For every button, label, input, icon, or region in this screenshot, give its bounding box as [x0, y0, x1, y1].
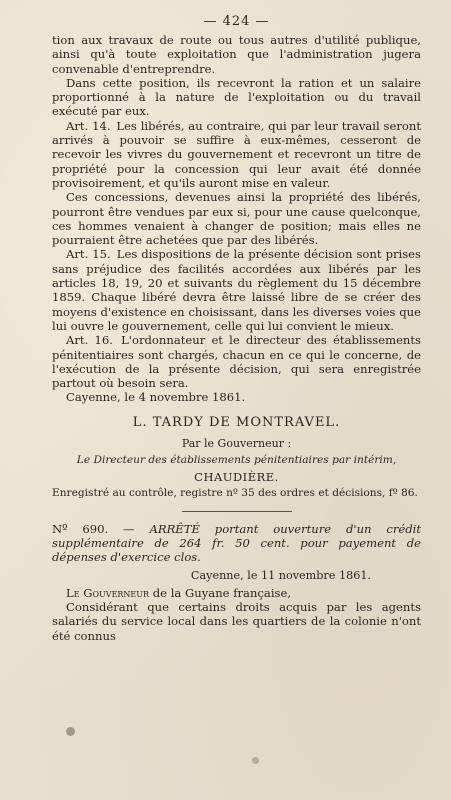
article-15 [52, 247, 421, 333]
registration-line: Enregistré au contrôle, registre nº 35 des ordres et décisions, fº 86. [52, 486, 418, 499]
governor-caps: Le Gouverneur [66, 585, 150, 600]
article-15-text: Les dispositions de la présente décision sont prises sans préjudice des facilités accordées aux libérés par les articles 18, 19, 20 et suivants du règlement du 15 décembre 1859. Chaque libéré devra être laissé libre de se créer des moyens d'existence en choisissant, dans les diverses voies que lui ouvre le gouvernement, celle qui lui convient le mieux. [52, 247, 421, 333]
article-14-label: Art. 14. [66, 118, 111, 133]
decree-body [52, 586, 421, 643]
page-number: — 424 — [203, 14, 270, 29]
signatory-name: L. TARDY DE MONTRAVEL. [132, 414, 341, 430]
article-15-label: Art. 15. [66, 247, 111, 262]
section-divider [182, 511, 292, 512]
paragraph-concessions: Ces concessions, devenues ainsi la propriété des libérés, pourront être vendues par eux si, pour une cause quelconque, ces hommes venaient à changer de position; mais elles ne pourraient être achetées que par des libérés. [52, 190, 421, 248]
decision-body [52, 33, 421, 405]
paragraph-continuation: tion aux travaux de route ou tous autres d'utilité publique, ainsi qu'à toute exploitation que l'administration jugera convenable d'entreprendre. [52, 33, 421, 76]
director-name: CHAUDIÈRE. [194, 469, 279, 484]
decree-number: Nº 690. — [52, 521, 135, 536]
decision-date-line: Cayenne, le 4 novembre 1861. [66, 390, 246, 405]
article-14-text: Les libérés, au contraire, qui par leur travail seront arrivés à pouvoir se suffire à eux-mêmes, cesseront de recevoir les vivres du gouvernement et recevront un titre de propriété pour la concession qui leur avait été donnée provisoirement, et qu'ils auront mise en valeur. [52, 118, 421, 190]
article-16-text: L'ordonnateur et le directeur des établissements pénitentiaires sont chargés, chacun en ce qui le concerne, de l'exécution de la présente décision, qui sera enregistrée partout où besoin sera. [52, 333, 422, 391]
decree-date: Cayenne, le 11 novembre 1861. [190, 568, 371, 582]
article-16 [52, 333, 421, 390]
director-role: Le Directeur des établissements pénitentiaires par intérim, [76, 453, 397, 466]
paragraph-position: Dans cette position, ils recevront la ration et un salaire proportionné à la nature de l'exploitation ou du travail exécuté par eux. [52, 75, 421, 119]
decree-heading [52, 522, 421, 565]
decree-considering: Considérant que certains droits acquis par les agents salariés du service local dans les quartiers de la colonie n'ont été connus [52, 599, 421, 643]
ink-stain [66, 727, 75, 736]
article-16-label: Art. 16. [66, 333, 113, 348]
decree-intro-rest: de la Guyane française, [152, 585, 292, 600]
decree-title: ARRÊTÉ portant ouverture d'un crédit supplémentaire de 264 fr. 50 cent. pour payement de dépenses d'exercice clos. [52, 521, 422, 565]
by-governor-line: Par le Gouverneur : [181, 436, 292, 450]
article-14 [52, 119, 421, 190]
ink-stain [252, 757, 259, 764]
decree-intro [52, 586, 421, 600]
